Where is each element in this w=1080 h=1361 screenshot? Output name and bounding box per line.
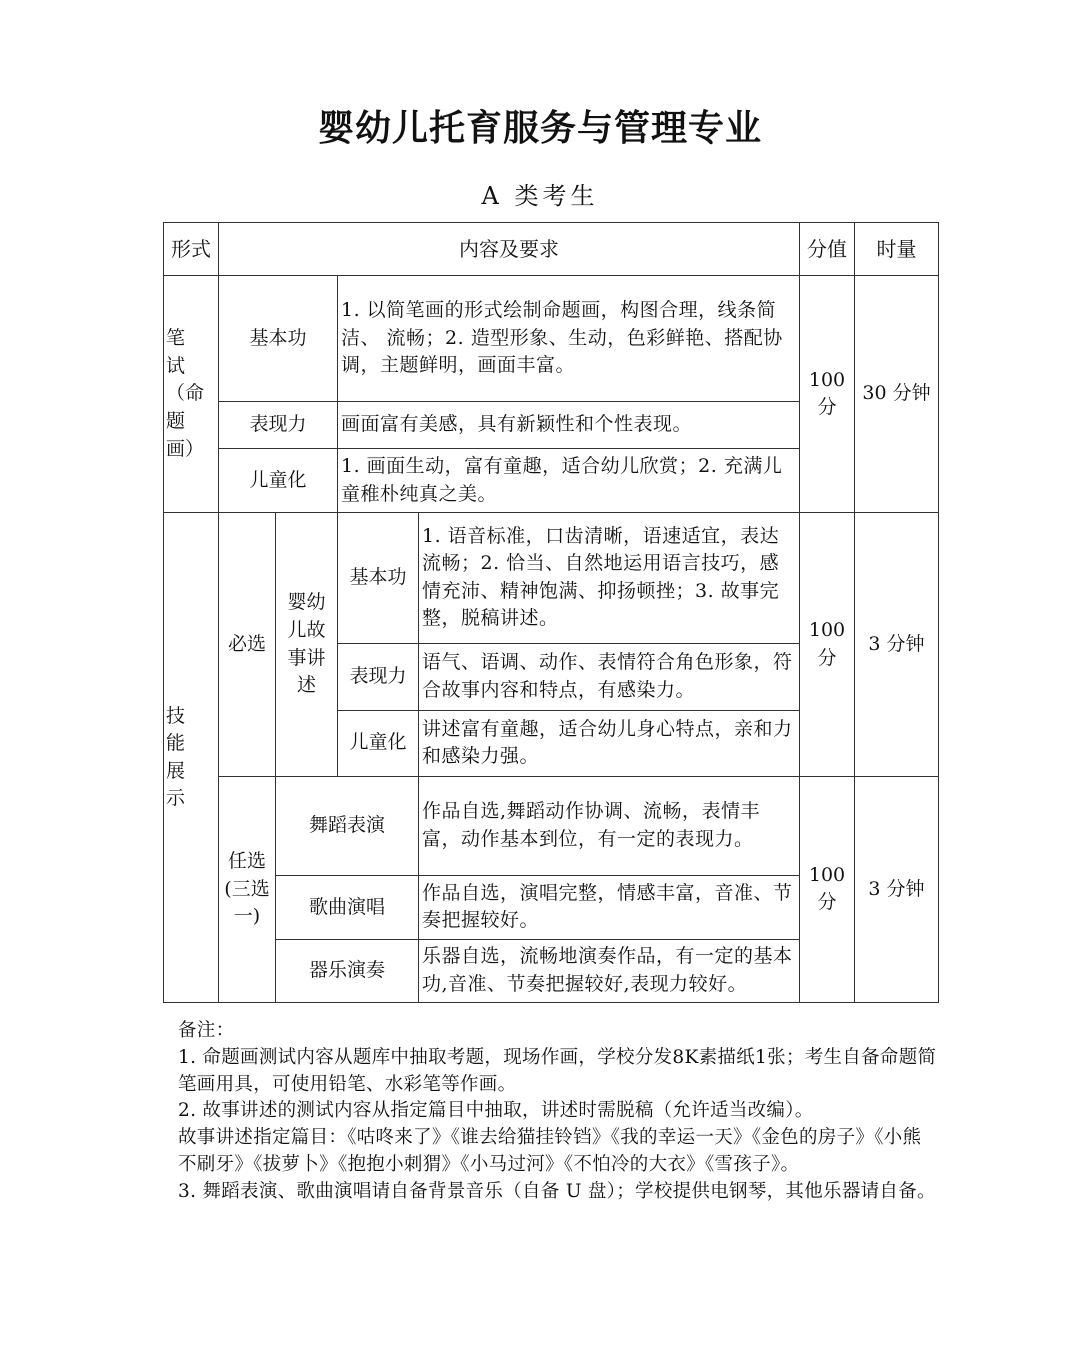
- optional-time: 3 分钟: [855, 776, 939, 1002]
- optional-item-label: 舞蹈表演: [276, 776, 419, 875]
- written-item-text: 1. 以简笔画的形式绘制命题画，构图合理，线条简洁、 流畅；2. 造型形象、生动，色彩鲜艳、搭配协调，主题鲜明，画面丰富。: [338, 276, 800, 402]
- required-item-text: 讲述富有童趣，适合幼儿身心特点，亲和力和感染力强。: [419, 710, 800, 776]
- table-row: [164, 776, 939, 875]
- note-item: 故事讲述指定篇目：《咕咚来了》《谁去给猫挂铃铛》《我的幸运一天》《金色的房子》《小熊不刷牙》《拔萝卜》《抱抱小刺猬》《小马过河》《不怕冷的大衣》《雪孩子》。: [178, 1127, 922, 1176]
- note-item: 2. 故事讲述的测试内容从指定篇目中抽取，讲述时需脱稿（允许适当改编）。: [178, 1100, 814, 1122]
- table-header-row: [164, 223, 939, 276]
- required-time: 3 分钟: [855, 513, 939, 776]
- written-item-text: 画面富有美感，具有新颖性和个性表现。: [338, 402, 800, 449]
- table-row: [164, 276, 939, 402]
- written-item-text: 1. 画面生动，富有童趣，适合幼儿欣赏；2. 充满儿童稚朴纯真之美。: [338, 449, 800, 513]
- optional-item-text: 作品自选，演唱完整，情感丰富，音准、节奏把握较好。: [419, 875, 800, 939]
- required-item-label: 儿童化: [338, 710, 419, 776]
- written-time: 30 分钟: [855, 276, 939, 513]
- required-item-text: 1. 语音标准，口齿清晰，语速适宜，表达流畅；2. 恰当、自然地运用语言技巧，感情充沛、精神饱满、抑扬顿挫；3. 故事完整，脱稿讲述。: [419, 513, 800, 643]
- header-score: 分值: [800, 223, 855, 276]
- written-item-label: 表现力: [219, 402, 338, 449]
- page-subtitle: A 类考生: [481, 182, 599, 210]
- notes-section: [178, 1018, 938, 1206]
- header-time: 时量: [855, 223, 939, 276]
- optional-score: 100 分: [800, 776, 855, 1002]
- header-content: 内容及要求: [219, 223, 800, 276]
- skills-form-cell: 技能展示: [164, 513, 219, 1003]
- written-score: 100 分: [800, 276, 855, 513]
- note-item: 1. 命题画测试内容从题库中抽取考题，现场作画，学校分发8K素描纸1张；考生自备命题简笔画用具，可使用铅笔、水彩笔等作画。: [178, 1046, 937, 1095]
- optional-item-label: 歌曲演唱: [276, 875, 419, 939]
- required-item-label: 基本功: [338, 513, 419, 643]
- required-item-label: 表现力: [338, 643, 419, 710]
- written-item-label: 儿童化: [219, 449, 338, 513]
- optional-item-label: 器乐演奏: [276, 939, 419, 1002]
- required-item-text: 语气、语调、动作、表情符合角色形象，符合故事内容和特点，有感染力。: [419, 643, 800, 710]
- required-topic: 婴幼儿故事讲述: [276, 513, 338, 776]
- required-label: 必选: [219, 513, 276, 776]
- notes-heading: 备注：: [178, 1020, 235, 1041]
- written-item-label: 基本功: [219, 276, 338, 402]
- written-form-cell: 笔试（命题画）: [164, 276, 219, 513]
- required-score: 100 分: [800, 513, 855, 776]
- exam-table: [163, 222, 939, 1003]
- optional-item-text: 乐器自选，流畅地演奏作品，有一定的基本功,音准、节奏把握较好,表现力较好。: [419, 939, 800, 1002]
- page-title: 婴幼儿托育服务与管理专业: [317, 107, 762, 149]
- header-form: 形式: [164, 223, 219, 276]
- table-row: [164, 513, 939, 643]
- optional-label: 任选(三选一): [219, 776, 276, 1002]
- optional-item-text: 作品自选,舞蹈动作协调、流畅，表情丰富，动作基本到位，有一定的表现力。: [419, 776, 800, 875]
- note-item: 3. 舞蹈表演、歌曲演唱请自备背景音乐（自备 U 盘）；学校提供电钢琴，其他乐器请自备。: [178, 1180, 936, 1202]
